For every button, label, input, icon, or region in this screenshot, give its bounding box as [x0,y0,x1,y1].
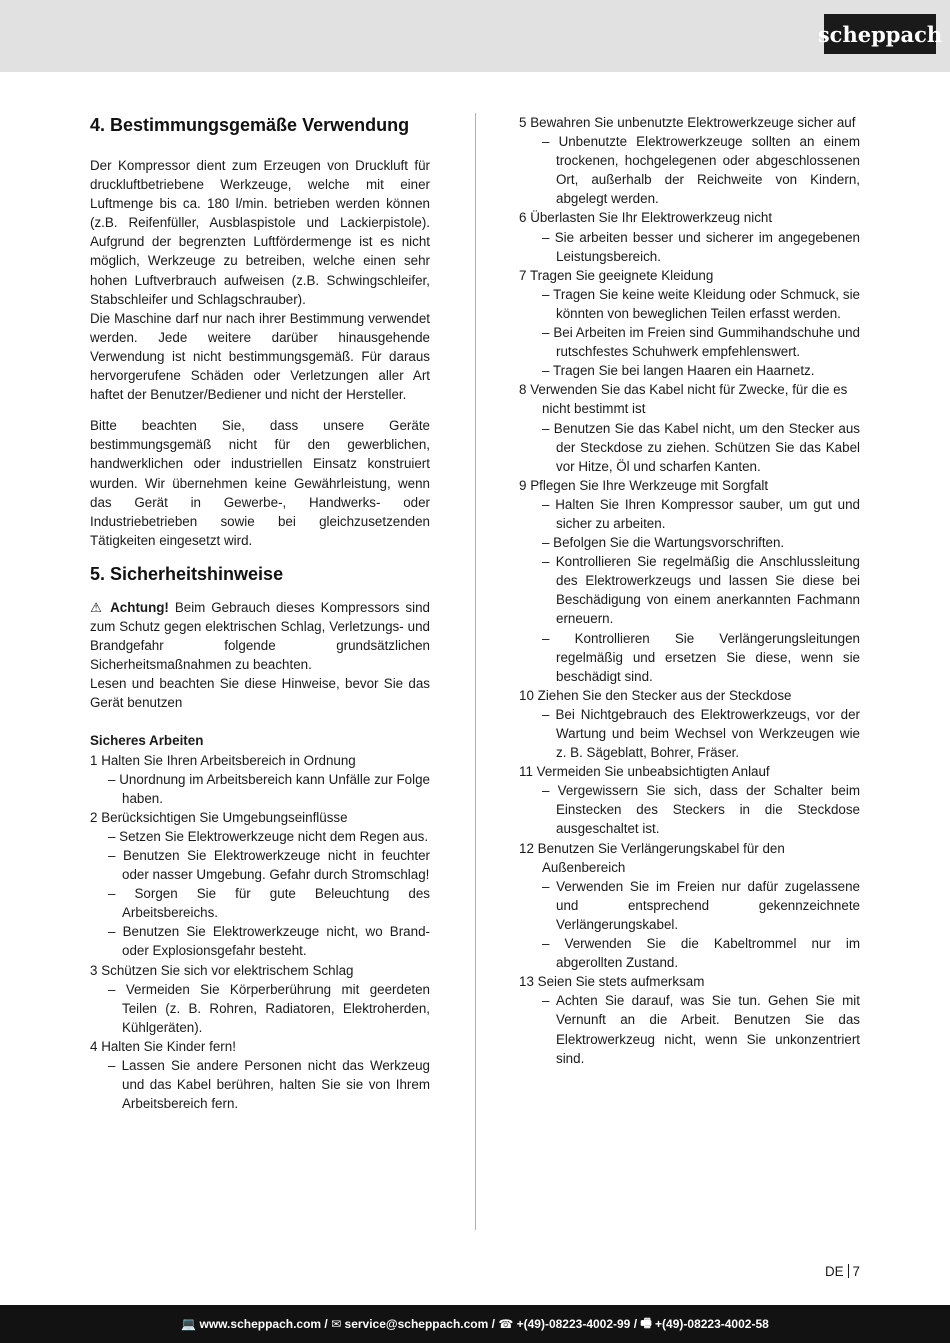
footer-bar [0,1305,950,1343]
safety-subitem [519,934,860,972]
mail-icon: ✉ [331,1317,342,1331]
safety-item-title: Vermeiden Sie unbeabsichtigten Anlauf [536,764,770,780]
dash-bullet: – [108,1058,122,1074]
left-safety-list [90,751,430,1114]
safety-item-number: 3 [90,962,98,978]
safety-subitem-text: Kontrollieren Sie regelmäßig die Anschlussleitung des Elektrowerkzeugs und lassen Sie diese bei Beschädigung von einem anerkannten Fachmann erneuern. [555,554,860,627]
safety-item-title: Benutzen Sie Verlängerungskabel für den Außenbereich [537,840,785,875]
safety-subitem [519,991,860,1067]
safety-subitem [519,705,860,762]
footer-separator: / [630,1317,641,1331]
warning-paragraph [90,598,430,674]
safety-item-number: 4 [90,1038,98,1054]
safety-item [519,686,860,705]
safety-item [519,972,860,991]
safety-subitem-text: Bei Arbeiten im Freien sind Gummihandschuhe und rutschfestes Schuhwerk empfehlenswert. [553,325,861,360]
dash-bullet: – [108,981,126,997]
safety-subitem-text: Setzen Sie Elektrowerkzeuge nicht dem Regen aus. [119,828,429,844]
safety-subitem-text: Tragen Sie bei langen Haaren ein Haarnetz. [552,363,815,379]
brand-logo: scheppach [824,14,936,54]
page-lang: DE [824,1264,844,1279]
safety-item-number: 10 [519,687,534,703]
safety-subitem [519,781,860,838]
dash-bullet: – [542,535,554,551]
dash-bullet: – [108,848,123,863]
safety-subitem [519,132,860,208]
safety-subitem-text: Lassen Sie andere Personen nicht das Werkzeug und das Kabel berühren, halten Sie sie von Ihrem Arbeitsbereich fern. [121,1058,430,1112]
safety-item [519,839,860,877]
safety-subitem-text: Unordnung im Arbeitsbereich kann Unfälle zur Folge haben. [119,771,430,806]
safety-item-title: Pflegen Sie Ihre Werkzeuge mit Sorgfalt [530,477,769,493]
page-number-separator [848,1264,849,1278]
safety-item-number: 12 [519,840,534,856]
safety-subitem [519,495,860,533]
safety-subitem-text: Verwenden Sie im Freien nur dafür zugelassene und entsprechend gekennzeichnete Verlängerungskabel. [556,878,860,932]
safety-subitem-text: Unbenutzte Elektrowerkzeuge sollten an einem trockenen, hochgelegenen oder abgeschlossenen Ort, außerhalb der Reichweite von Kindern, abgelegt werden. [556,134,860,207]
dash-bullet: – [542,286,554,302]
safety-item [90,961,430,980]
left-column [90,113,430,1113]
warning-icon: ⚠ [90,599,105,615]
safety-item-number: 6 [519,210,527,226]
safety-item-title: Halten Sie Kinder fern! [101,1038,236,1054]
section-4-para-3: Bitte beachten Sie, dass unsere Geräte bestimmungsgemäß nicht für den gewerblichen, handwerklichen oder industriellen Einsatz konstruiert wurden. Wir übernehmen keine Gewährleistung, wenn das Gerät in Gewerbe-, Handwerks- oder Industriebetrieben sowie bei gleichzusetzenden Tätigkeiten eingesetzt wird. [90,418,430,548]
safety-subitem-text: Benutzen Sie Elektrowerkzeuge nicht, wo Brand- oder Explosionsgefahr besteht. [122,924,430,959]
footer-separator: / [488,1317,499,1331]
safety-subitem [519,552,860,628]
dash-bullet: – [108,886,135,902]
safety-item-title: Ziehen Sie den Stecker aus der Steckdose [537,687,792,703]
safety-item [519,208,860,227]
dash-bullet: – [542,783,558,799]
safety-subitem [90,980,430,1037]
safety-subitem-text: Sorgen Sie für gute Beleuchtung des Arbeitsbereichs. [122,886,430,921]
warning-label: Achtung! [110,599,169,615]
safety-item-title: Seien Sie stets aufmerksam [537,974,705,990]
dash-bullet: – [542,325,554,341]
safety-item-title: Schützen Sie sich vor elektrischem Schlag [101,962,354,978]
safety-item [519,266,860,285]
dash-bullet: – [542,229,555,245]
safety-subitem-text: Sie arbeiten besser und sicherer im angegebenen Leistungsbereich. [554,229,861,264]
dash-bullet: – [542,630,575,646]
safety-item-number: 7 [519,267,527,283]
safety-item-title: Überlasten Sie Ihr Elektrowerkzeug nicht [530,210,773,226]
safety-item-number: 5 [519,115,527,130]
right-safety-list [519,113,860,1068]
safety-item [519,476,860,495]
safety-subitem [90,770,430,808]
safety-item-title: Halten Sie Ihren Arbeitsbereich in Ordnung [101,752,356,768]
dash-bullet: – [108,924,123,940]
phone-icon: ☎ [498,1317,514,1331]
dash-bullet: – [542,363,553,379]
safety-item-number: 11 [519,764,533,780]
read-note: Lesen und beachten Sie diese Hinweise, bevor Sie das Gerät benutzen [90,676,430,711]
safety-subitem [519,228,860,266]
safety-subitem-text: Achten Sie darauf, was Sie tun. Gehen Sie mit Vernunft an die Arbeit. Benutzen Sie das Elektrowerkzeug nicht, wenn Sie unkonzentriert sind. [556,993,861,1066]
column-divider [475,113,476,1230]
dash-bullet: – [542,420,554,436]
page-num: 7 [852,1264,860,1279]
safety-item-number: 9 [519,477,527,493]
safe-working-heading: Sicheres Arbeiten [90,733,204,749]
safety-subitem [519,323,860,361]
footer-separator: / [321,1317,332,1331]
footer-website[interactable]: www.scheppach.com [199,1317,322,1331]
safety-subitem-text: Benutzen Sie Elektrowerkzeuge nicht in feuchter oder nasser Umgebung. Gefahr durch Stromschlag! [122,848,431,883]
section-5-title: 5. Sicherheitshinweise [90,563,284,584]
safety-item [519,113,860,132]
section-4-para-2: Die Maschine darf nur nach ihrer Bestimmung verwendet werden. Jede weitere darüber hinausgehende Verwendung ist nicht bestimmungsgemäß. Für daraus hervorgerufene Schäden oder Verletzungen aller Art haftet der Benutzer/Bediener und nicht der Hersteller. [90,310,430,403]
page-number [825,1264,860,1279]
safety-subitem-text: Kontrollieren Sie Verlängerungsleitungen regelmäßig und ersetzen Sie diese, wenn sie beschädigt sind. [556,630,861,684]
right-column [519,113,860,1068]
safety-subitem [90,884,430,922]
dash-bullet: – [542,878,557,894]
safety-subitem-text: Vergewissern Sie sich, dass der Schalter beim Einstecken des Steckers in die Steckdose ausgeschaltet ist. [556,783,860,837]
safety-subitem [519,361,860,380]
dash-bullet: – [542,554,556,570]
footer-fax: +(49)-08223-4002-58 [655,1317,769,1331]
safety-item-number: 8 [519,382,527,398]
safety-item-title: Berücksichtigen Sie Umgebungseinflüsse [101,809,348,825]
fax-icon: 🖷 [640,1315,652,1330]
safety-subitem-text: Vermeiden Sie Körperberührung mit geerdeten Teilen (z. B. Rohren, Radiatoren, Elektroherden, Kühlgeräten). [122,981,431,1035]
safety-subitem [519,877,860,934]
safety-subitem [90,827,430,846]
safety-subitem-text: Befolgen Sie die Wartungsvorschriften. [553,535,785,551]
safety-subitem-text: Tragen Sie keine weite Kleidung oder Schmuck, sie könnten von beweglichen Teilen erfasst werden. [553,286,860,321]
safety-item [519,380,860,418]
section-4-title: 4. Bestimmungsgemäße Verwendung [90,115,410,135]
dash-bullet: – [108,771,120,787]
safety-subitem [519,629,860,686]
dash-bullet: – [542,936,565,952]
dash-bullet: – [108,828,120,844]
safety-subitem [519,533,860,552]
safety-item [519,762,860,781]
dash-bullet: – [542,993,557,1009]
safety-subitem-text: Halten Sie Ihren Kompressor sauber, um gut und sicher zu arbeiten. [555,496,860,531]
safety-subitem [90,846,430,884]
top-bar [0,0,950,72]
section-4-para-1: Der Kompressor dient zum Erzeugen von Druckluft für druckluftbetriebene Werkzeuge, welche mit einer Luftmenge bis ca. 180 l/min. betrieben werden können (z.B. Reifenfüller, Ausblaspistole und Lackierpistole). Aufgrund der begrenzten Luftfördermenge ist es nicht möglich, Werkzeuge zu betreiben, welche einen sehr hohen Luftverbrauch aufweisen (z.B. Schwingschleifer, Stabschleifer und Schlagschrauber). [90,158,430,307]
footer-email[interactable]: service@scheppach.com [344,1317,489,1331]
dash-bullet: – [542,496,556,512]
safety-item [90,751,430,770]
safety-subitem [519,419,860,476]
safety-subitem-text: Benutzen Sie das Kabel nicht, um den Stecker aus der Steckdose zu ziehen. Schützen Sie das Kabel vor Hitze, Öl und scharfen Kanten. [553,420,860,474]
computer-icon: 💻 [181,1317,197,1331]
safety-item-title: Bewahren Sie unbenutzte Elektrowerkzeuge sicher auf [530,115,856,130]
safety-subitem [519,285,860,323]
safety-subitem [90,1056,430,1113]
warning-text: Beim Gebrauch dieses Kompressors sind zum Schutz gegen elektrischen Schlag, Verletzungs- und Brandgefahr folgende grundsätzlichen Sicherheitsmaßnahmen zu beachten. [90,599,430,673]
safety-item-title: Tragen Sie geeignete Kleidung [529,267,714,283]
safety-item-number: 2 [90,809,98,825]
safety-item [90,1037,430,1056]
safety-subitem-text: Verwenden Sie die Kabeltrommel nur im abgerollten Zustand. [556,936,861,971]
dash-bullet: – [542,706,556,722]
footer-phone: +(49)-08223-4002-99 [516,1317,631,1331]
safety-item-title: Verwenden Sie das Kabel nicht für Zwecke, für die es nicht bestimmt ist [530,382,848,417]
safety-subitem-text: Bei Nichtgebrauch des Elektrowerkzeugs, vor der Wartung und beim Wechsel von Werkzeugen wie z. B. Sägeblatt, Bohrer, Fräser. [555,706,860,761]
safety-item-number: 1 [90,752,98,768]
safety-item-number: 13 [519,974,534,990]
safety-subitem [90,922,430,960]
dash-bullet: – [542,134,559,150]
safety-item [90,808,430,827]
